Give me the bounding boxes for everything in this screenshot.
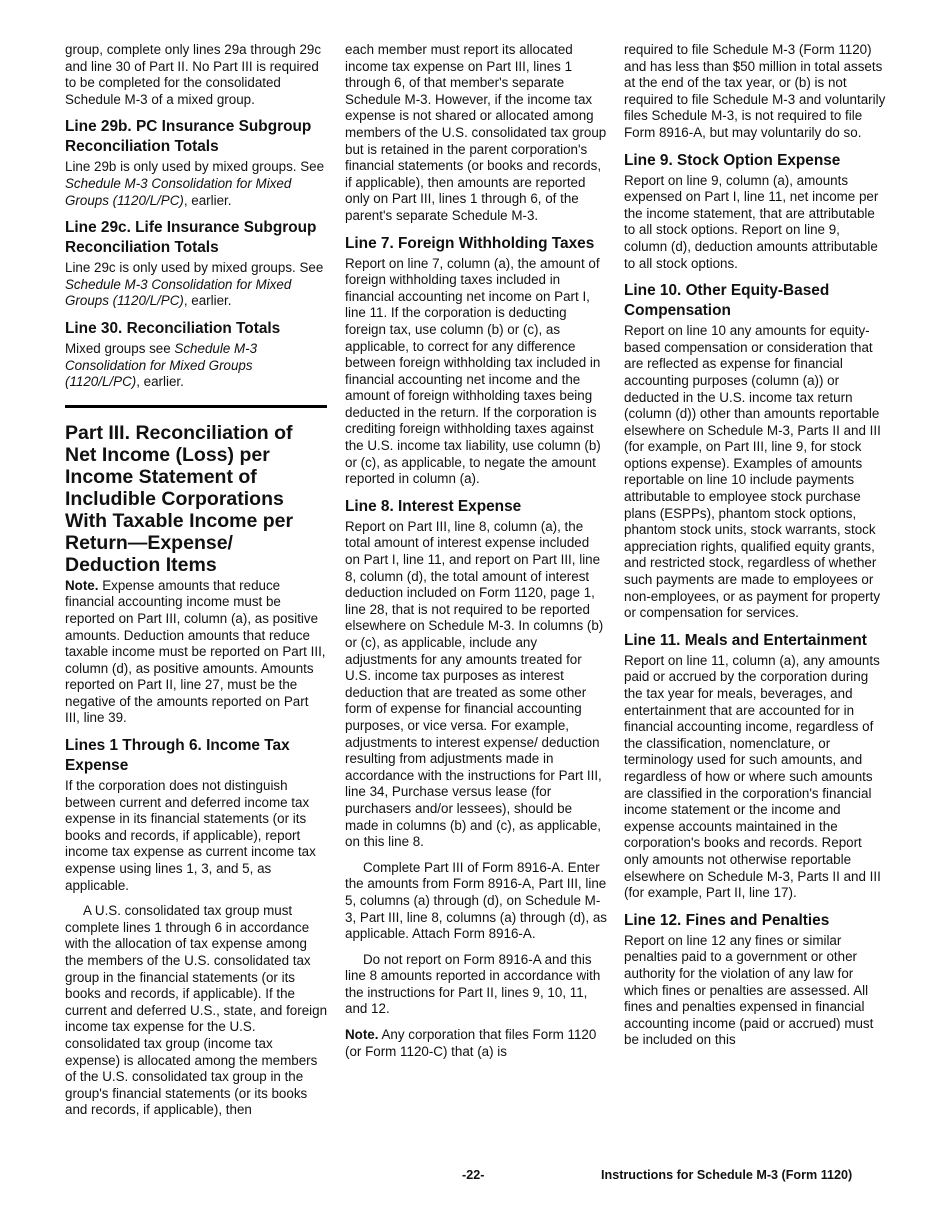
paragraph-line-8-a: Report on Part III, line 8, column (a), the total amount of interest expense included on Part I, line 11, and report on Part III, line 8, column (d), the total amount of interest deduction included on Form 1120, page 1, line 28, that is not required to be reported elsewhere on Schedule M-3. In columns (b) or (c), as applicable, include any adjustments for any amounts treated for U.S. income tax purposes as interest deduction that are treated as some other form of expense for financial accounting purposes, or vice versa. For example, adjustments to interest expense/ deduction resulting from adjustments made in accordance with the instructions for Part III, line 34, Purchase versus lease (for purchasers and/or lessees), should be made in columns (b) and (c), as applicable, on this line 8. [345, 518, 604, 850]
heading-line-29c: Line 29c. Life Insurance Subgroup Reconciliation Totals [65, 219, 317, 257]
paragraph-line-10: Report on line 10 any amounts for equity-based compensation or consideration that are reflected as expense for financial accounting purposes (column (a)) or deducted in the U.S. income tax return (column (d)) other than amounts reportable elsewhere on Schedule M-3, Parts II and III (for example, on Part III, line 9, for stock options expense). Examples of amounts reportable on line 10 include payments attributable to employee stock purchase plans (ESPPs), phantom stock options, phantom stock units, stock warrants, stock appreciation rights, qualified equity grants, and restricted stock, regardless of whether such payments are made to employees or non-employees, or as payment for property or compensation for services. [624, 323, 881, 621]
heading-line-8: Line 8. Interest Expense [345, 497, 522, 515]
paragraph-lines-1-6-b: A U.S. consolidated tax group must complete lines 1 through 6 in accordance with the allocation of tax expense among the members of the U.S. consolidated tax group in the financial statements (or its books and records, if applicable). If the current and deferred U.S., state, and foreign income tax expense for the U.S. consolidated tax group (income tax expense) is allocated among the members of the U.S. consolidated tax group in the group's financial statements (or its books and records, if applicable), then [65, 903, 328, 1118]
heading-line-30: Line 30. Reconciliation Totals [65, 319, 281, 337]
paragraph-line-30: Mixed groups see Schedule M-3 Consolidation for Mixed Groups (1120/L/PC), earlier. [65, 340, 258, 390]
column-1 [65, 42, 327, 1128]
column-3 [624, 42, 886, 1058]
heading-line-10: Line 10. Other Equity-Based Compensation [624, 282, 830, 320]
heading-part-iii: Part III. Reconciliation of Net Income (Loss) per Income Statement of Includible Corporations With Taxable Income per Return—Expense/ Deduction Items [65, 421, 294, 576]
page-number: -22- [462, 1168, 485, 1182]
heading-line-29b: Line 29b. PC Insurance Subgroup Reconciliation Totals [65, 118, 312, 156]
intro-paragraph: group, complete only lines 29a through 29c and line 30 of Part II. No Part III is required to be completed for the consolidated Schedule M-3 of a mixed group. [65, 42, 322, 107]
section-divider [65, 405, 327, 408]
paragraph-line-9: Report on line 9, column (a), amounts expensed on Part I, line 11, net income per the income statement, that are attributable to all stock options. Report on line 9, column (d), deduction amounts attributable to all stock options. [624, 172, 879, 271]
paragraph-lines-1-6-a: If the corporation does not distinguish between current and deferred income tax expense in its financial statements (or its books and records, if applicable), report income tax expense as current income tax expense using lines 1, 3, and 5, as applicable. [65, 778, 316, 893]
note-paragraph: Note. Expense amounts that reduce financial accounting income must be reported on Part III, column (a), as positive amounts. Deduction amounts that reduce taxable income must be reported on Part III, column (d), as positive amounts. Amounts reported on Part II, line 27, must be the negative of the amounts reported on Part III, line 39. [65, 577, 326, 726]
paragraph-line-29b: Line 29b is only used by mixed groups. See Schedule M-3 Consolidation for Mixed Groups (1120/L/PC), earlier. [65, 159, 325, 208]
paragraph-line-29c: Line 29c is only used by mixed groups. See Schedule M-3 Consolidation for Mixed Groups (1120/L/PC), earlier. [65, 260, 324, 309]
heading-line-11: Line 11. Meals and Entertainment [624, 631, 867, 649]
heading-line-7: Line 7. Foreign Withholding Taxes [345, 234, 595, 252]
note-paragraph-2: Note. Any corporation that files Form 1120 (or Form 1120-C) that (a) is [345, 1027, 597, 1059]
heading-line-9: Line 9. Stock Option Expense [624, 151, 841, 169]
paragraph-form-8916a: required to file Schedule M-3 (Form 1120) and has less than $50 million in total assets at the end of the tax year, or (b) is not required to file Schedule M-3 and voluntarily files Schedule M-3, is not required to file Form 8916-A, but may voluntarily do so. [624, 42, 886, 140]
paragraph-line-11: Report on line 11, column (a), any amounts paid or accrued by the corporation during the tax year for meals, beverages, and entertainment that are accounted for in financial accounting income, regardless of the classification, nomenclature, or terminology used for such amounts, and regardless of how or where such amounts are classified in the corporation's financial income statement or the income and expense accounts maintained in the corporation's books and records. Report only amounts not otherwise reportable elsewhere on Schedule M-3, Parts II and III (for example, Part II, line 17). [624, 652, 881, 901]
heading-line-12: Line 12. Fines and Penalties [624, 911, 830, 929]
paragraph-line-12: Report on line 12 any fines or similar penalties paid to a government or other authority for the violation of any law for which fines or penalties are assessed. All fines and penalties expensed in financial accounting income (paid or accrued) must be included on this [624, 932, 874, 1048]
footer-document-title: Instructions for Schedule M-3 (Form 1120) [601, 1168, 853, 1182]
paragraph-line-8-c: Do not report on Form 8916-A and this line 8 amounts reported in accordance with the instructions for Part II, lines 9, 10, 11, and 12. [345, 951, 601, 1017]
paragraph-line-7: Report on line 7, column (a), the amount of foreign withholding taxes included in financial accounting net income on Part I, line 11. If the corporation is deducting foreign tax, use column (b) or (c), as applicable, to correct for any difference between foreign withholding tax included in financial accounting net income and the amount of foreign withholding taxes being deducted in the return. If the corporation is crediting foreign withholding taxes against the U.S. income tax liability, use column (b) or (c), as applicable, to negate the amount reported in column (a). [345, 255, 601, 487]
column-2 [345, 42, 607, 1069]
paragraph-member-allocation: each member must report its allocated income tax expense on Part III, lines 1 through 6, of that member's separate Schedule M-3. However, if the income tax expense is not shared or allocated among members of the U.S. consolidated tax group but is retained in the parent corporation's financial statements (or books and records, if applicable), then amounts are reported only on Part III, lines 1 through 6, of the parent's separate Schedule M-3. [345, 42, 607, 223]
heading-lines-1-6: Lines 1 Through 6. Income Tax Expense [65, 737, 290, 775]
paragraph-line-8-b: Complete Part III of Form 8916-A. Enter the amounts from Form 8916-A, Part III, line 5, columns (a) through (d), on Schedule M-3, Part III, line 8, columns (a) through (d), as applicable. Attach Form 8916-A. [345, 859, 607, 942]
